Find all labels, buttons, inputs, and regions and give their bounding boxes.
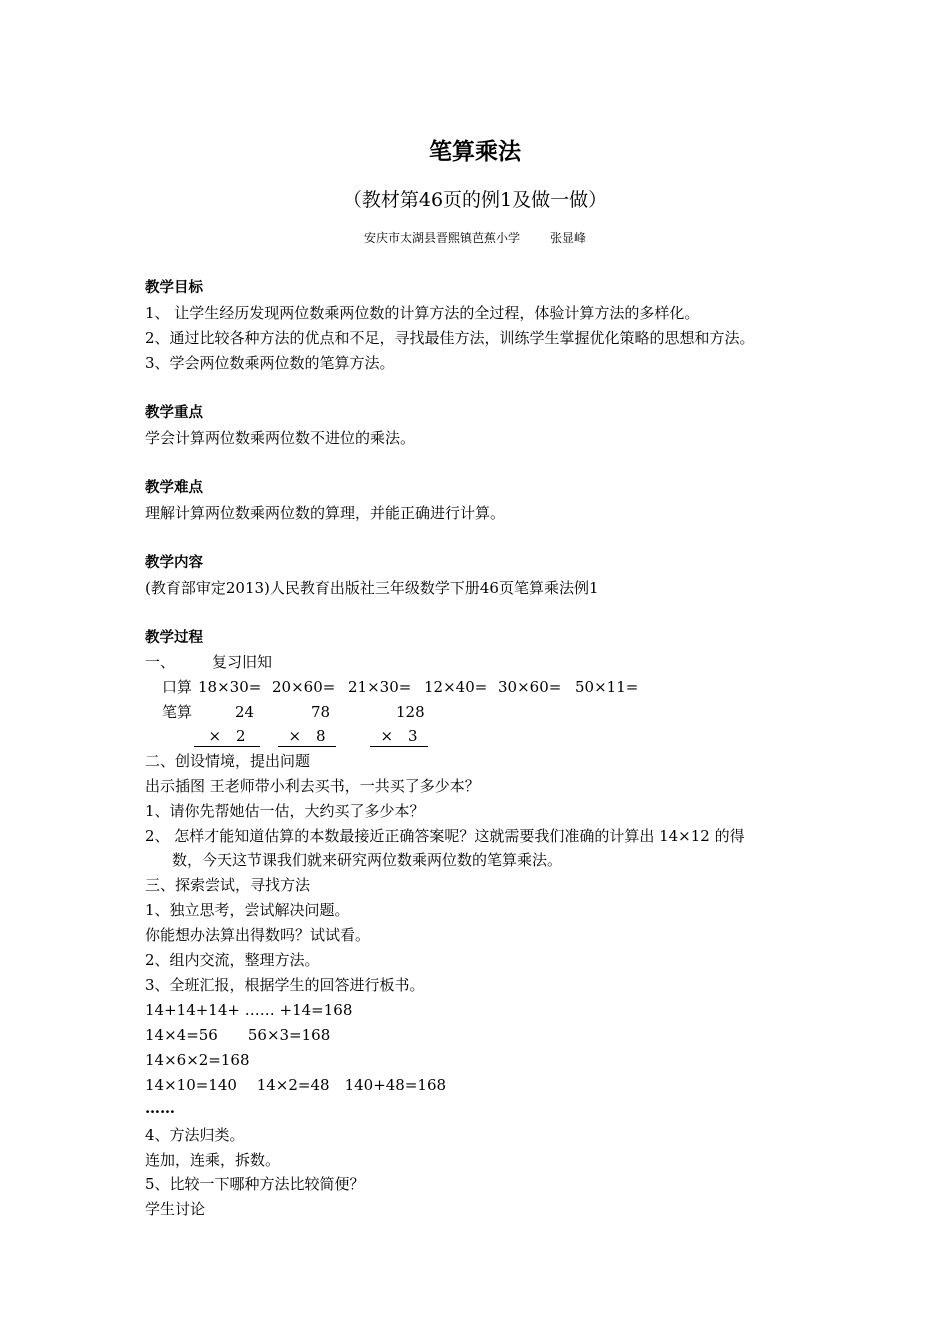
oral-item: 12×40=	[424, 678, 488, 696]
review-title: 复习旧知	[212, 653, 273, 671]
objective-item: 1、 让学生经历发现两位数乘两位数的计算方法的全过程，体验计算方法的多样化。	[145, 304, 700, 322]
written-top-number: 78	[311, 703, 331, 721]
oral-item: 50×11=	[575, 678, 639, 696]
process-line: 1、独立思考，尝试解决问题。	[145, 901, 350, 919]
oral-item: 30×60=	[498, 678, 562, 696]
process-line: 3、全班汇报，根据学生的回答进行板书。	[145, 976, 425, 994]
author-line	[0, 229, 950, 247]
process-line: 2、组内交流，整理方法。	[145, 951, 320, 969]
process-line: 连加，连乘，拆数。	[145, 1151, 281, 1169]
process-line: 数，今天这节课我们就来研究两位数乘两位数的笔算乘法。	[172, 851, 563, 869]
process-line: 14×10=140 14×2=48 140+48=168	[145, 1076, 447, 1094]
content-text: (教育部审定2013)人民教育出版社三年级数学下册46页笔算乘法例1	[145, 579, 599, 597]
oral-item: 18×30=	[198, 678, 262, 696]
written-bottom-row: × 3	[370, 726, 428, 747]
written-bottom-row: × 8	[278, 726, 336, 747]
key-point-text: 学会计算两位数乘两位数不进位的乘法。	[145, 429, 416, 447]
written-top-number: 128	[396, 703, 425, 721]
process-line: 5、比较一下哪种方法比较简便？	[145, 1175, 365, 1193]
objective-item: 3、学会两位数乘两位数的笔算方法。	[145, 354, 395, 372]
process-line: 2、 怎样才能知道估算的本数最接近正确答案呢？这就需要我们准确的计算出 14×12 的得	[145, 827, 745, 845]
written-bottom-row: × 2	[194, 726, 260, 747]
review-number: 一、	[145, 653, 176, 671]
process-line: 你能想办法算出得数吗？试试看。	[145, 926, 371, 944]
author-name: 张显峰	[550, 231, 587, 245]
process-line: 14×4=56 56×3=168	[145, 1026, 331, 1044]
document-title: 笔算乘法	[429, 138, 521, 165]
difficulty-heading: 教学难点	[145, 480, 203, 496]
objectives-heading: 教学目标	[145, 280, 203, 296]
process-heading: 教学过程	[145, 630, 203, 646]
process-line: 二、创设情境，提出问题	[145, 752, 311, 770]
process-line: 4、方法归类。	[145, 1126, 245, 1144]
content-heading: 教学内容	[145, 555, 203, 571]
process-line: 出示插图 王老师带小利去买书，一共买了多少本？	[145, 777, 480, 795]
process-line: ……	[145, 1099, 175, 1117]
written-label: 笔算	[162, 703, 193, 721]
objective-item: 2、通过比较各种方法的优点和不足，寻找最佳方法，训练学生掌握优化策略的思想和方法。	[145, 329, 755, 347]
oral-label: 口算	[162, 678, 193, 696]
process-line: 14+14+14+ …… +14=168	[145, 1001, 353, 1019]
difficulty-text: 理解计算两位数乘两位数的算理，并能正确进行计算。	[145, 504, 506, 522]
written-top-number: 24	[235, 703, 255, 721]
document-subtitle: （教材第46页的例1及做一做）	[342, 189, 608, 211]
oral-item: 20×60=	[272, 678, 336, 696]
key-point-heading: 教学重点	[145, 405, 203, 421]
oral-item: 21×30=	[348, 678, 412, 696]
process-line: 学生讨论	[145, 1200, 206, 1218]
process-line: 三、探索尝试，寻找方法	[145, 876, 311, 894]
process-line: 14×6×2=168	[145, 1051, 250, 1069]
author-school: 安庆市太湖县晋熙镇芭蕉小学	[363, 231, 520, 245]
process-line: 1、请你先帮她估一估，大约买了多少本？	[145, 802, 425, 820]
